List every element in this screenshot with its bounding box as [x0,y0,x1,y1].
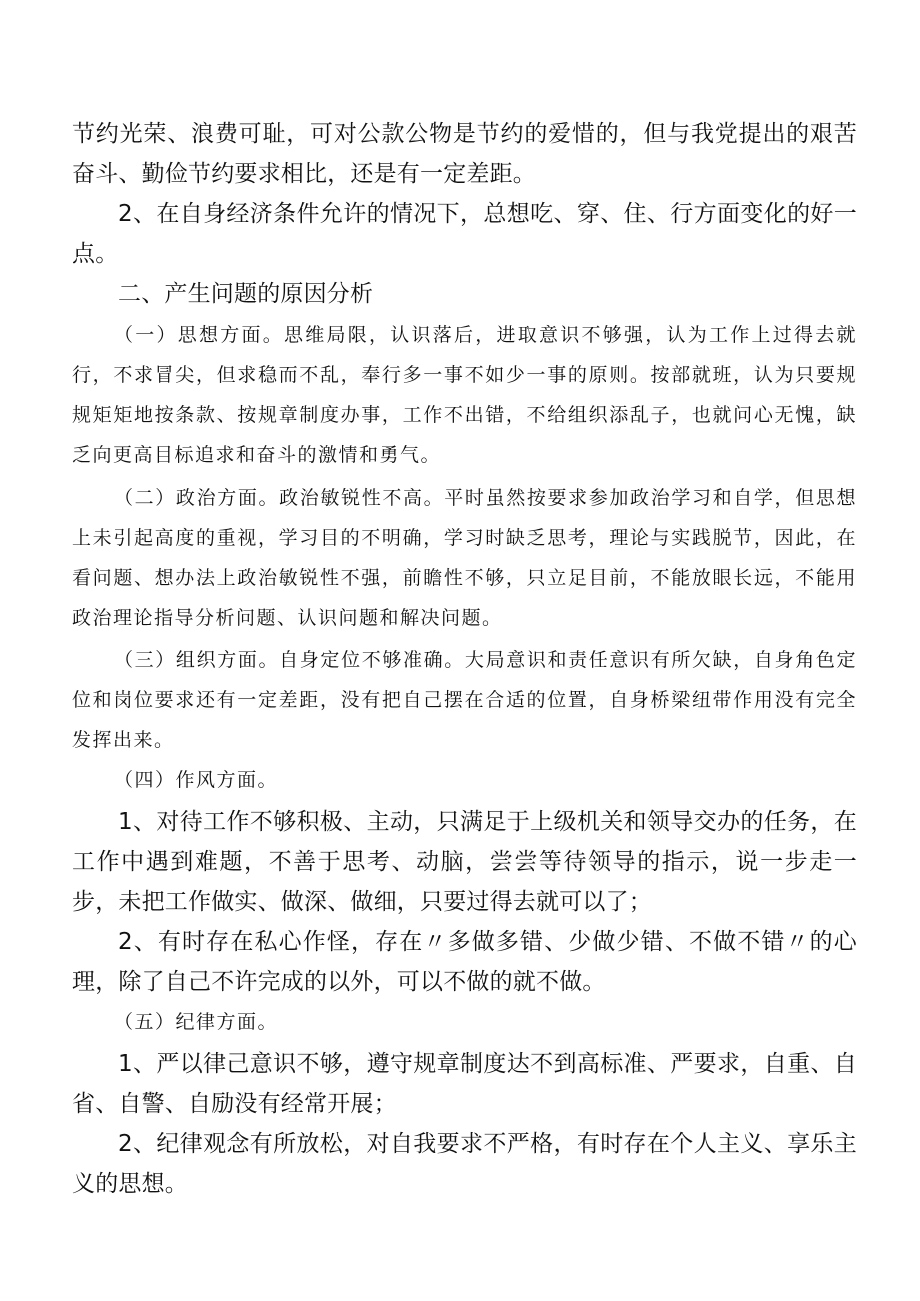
paragraph-thought-aspect: （一）思想方面。思维局限，认识落后，进取意识不够强，认为工作上过得去就行，不求冒尖，但求稳而不乱，奉行多一事不如少一事的原则。按部就班，认为只要规规矩矩地按条款、按规章制度办事，工作不出错，不给组织添乱子，也就问心无愧，缺乏向更高目标追求和奋斗的激情和勇气。 [72,324,857,466]
paragraph-discipline-1: 1、严以律己意识不够，遵守规章制度达不到高标准、严要求，自重、自省、自警、自励没有经常开展； [72,1051,857,1117]
section-heading-causes: 二、产生问题的原因分析 [118,281,374,307]
paragraph-economic-conditions: 2、在自身经济条件允许的情况下，总想吃、穿、住、行方面变化的好一点。 [72,201,857,267]
paragraph-politics-aspect: （二）政治方面。政治敏锐性不高。平时虽然按要求参加政治学习和自学，但思想上未引起高度的重视，学习目的不明确，学习时缺乏思考，理论与实践脱节，因此，在看问题、想办法上政治敏锐性不强，前瞻性不够，只立足目前，不能放眼长远，不能用政治理论指导分析问题、认识问题和解决问题。 [72,487,857,629]
paragraph-discipline-2: 2、纪律观念有所放松，对自我要求不严格，有时存在个人主义、享乐主义的思想。 [72,1131,857,1197]
paragraph-work-style-2: 2、有时存在私心作怪，存在〃多做多错、少做少错、不做不错〃的心理，除了自己不许完成的以外，可以不做的就不做。 [72,929,857,995]
paragraph-organization-aspect: （三）组织方面。自身定位不够准确。大局意识和责任意识有所欠缺，自身角色定位和岗位要求还有一定差距，没有把自己摆在合适的位置，自身桥梁纽带作用没有完全发挥出来。 [72,649,857,751]
heading-work-style: （四）作风方面。 [114,769,279,791]
paragraph-frugality: 节约光荣、浪费可耻，可对公款公物是节约的爱惜的，但与我党提出的艰苦奋斗、勤俭节约要求相比，还是有一定差距。 [72,121,857,187]
heading-discipline: （五）纪律方面。 [114,1011,279,1033]
paragraph-work-style-1: 1、对待工作不够积极、主动，只满足于上级机关和领导交办的任务，在工作中遇到难题，不善于思考、动脑，尝尝等待领导的指示，说一步走一步，未把工作做实、做深、做细，只要过得去就可以了； [72,809,857,915]
